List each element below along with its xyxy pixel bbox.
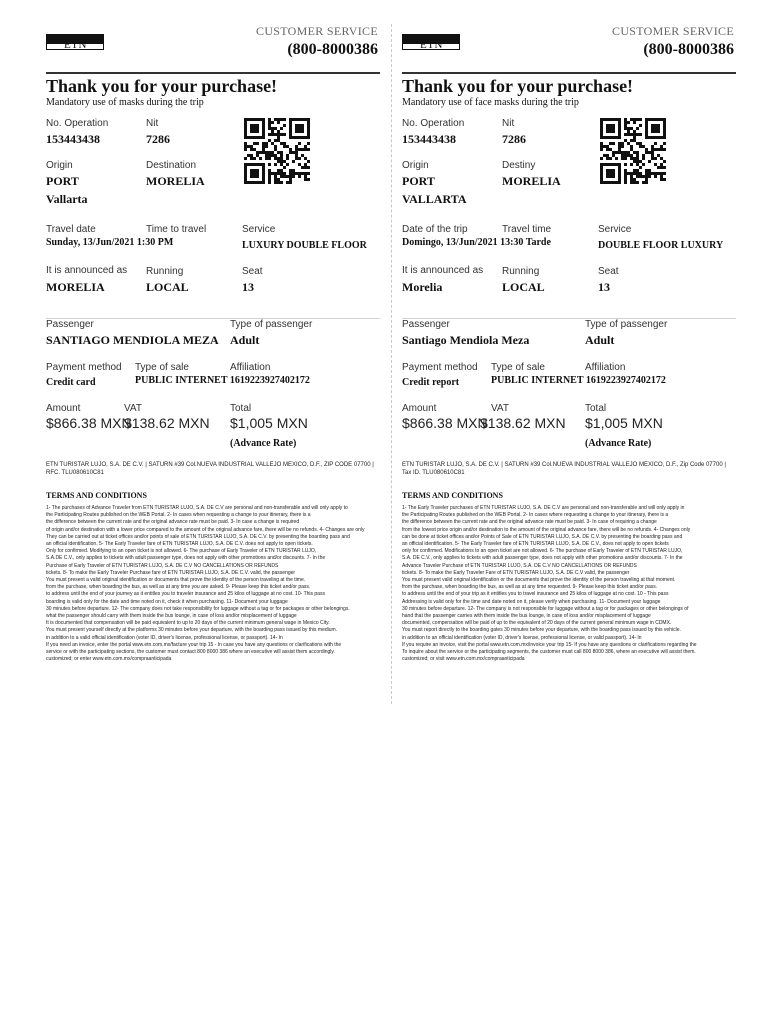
ticket-english <box>46 0 384 720</box>
header-rule <box>402 72 736 74</box>
vat-label: VAT <box>491 403 509 414</box>
operation-label: No. Operation <box>46 118 109 129</box>
affiliation-label: Affiliation <box>585 362 626 373</box>
terms-line: 30 minutes before departure. 12- The company is not responsible for luggage without a tag or for packages or other belongings of <box>402 605 689 612</box>
terms-line: the Participating Routes published on the WEB Portal. 2- In cases when requesting a change to your itinerary, there is a <box>46 512 311 519</box>
terms-line: Only for confirmed. Modifying to an open ticket is not allowed. 6- The purchase of Early Traveler of ETN TURISTAR LUJO, <box>46 548 317 555</box>
terms-line: the Participating Routes published on the WEB Portal. 2- In cases where requesting a change to your itinerary, there is a <box>402 512 669 519</box>
passenger-type-label: Type of passenger <box>585 319 668 330</box>
terms-line: tickets. 8- To make the Early Traveler Purchase fare of ETN TURISTAR LUJO, S.A. DE C.V. valid, the passenger <box>46 569 296 576</box>
running-label: Running <box>502 266 540 277</box>
terms-line: They can be carried out at ticket offices and/or points of sale of ETN TURISTAR LUJO, S.A. DE C.V. by presenting the boarding pass and <box>46 533 350 540</box>
terms-line: S.A.DE C.V., only applies to tickets with adult passenger type, does not apply with other promotions and/or discounts. 7- In the <box>46 555 326 562</box>
sale-type-label: Type of sale <box>491 362 545 373</box>
terms-line: You must present a valid original identification or documents that prove the identity of the person traveling at the time. <box>46 577 306 584</box>
origin-value: PORT <box>402 174 435 188</box>
payment-method-label: Payment method <box>46 362 122 373</box>
sale-type-value: PUBLIC INTERNET 1619223927402172 <box>135 375 310 386</box>
sale-type-label: Type of sale <box>135 362 189 373</box>
etn-logo <box>46 34 104 50</box>
terms-line: documented, compensation will be paid of up to the equivalent of 20 days of the current general minimum wage in CDMX. <box>402 620 672 627</box>
terms-line: from the purchase, when boarding the bus, as well as at any time you are asked. 9- Please keep this ticket and/or pass. <box>46 584 311 591</box>
terms-line: Addressing is valid only for the time and date noted on it, please verify when purchasing. 11- Document your luggage <box>402 598 661 605</box>
terms-line: S.A. DE C.V., only applies to tickets with adult passenger type, does not apply with other promotions and/or discounts. 7- In the <box>402 555 683 562</box>
seat-label: Seat <box>242 266 263 277</box>
terms-line: tickets. 8- To make the Early Traveler Fare of ETN TURISTAR LUJO, S.A. DE C.V valid, the passenger <box>402 569 630 576</box>
terms-line: It is documented that compensation will be paid equivalent to up to 20 days of the current minimum general wage in Mexico City. <box>46 620 330 627</box>
section-divider <box>46 318 380 319</box>
terms-line: You must present valid original identification or the documents that prove the identity of the person traveling at that moment. <box>402 577 676 584</box>
payment-method-value: Credit card <box>46 377 96 388</box>
terms-line: You must present yourself directly at the platforms 30 minutes before your departure, with the boarding pass issued by this medium. <box>46 627 338 634</box>
section-divider <box>402 318 736 319</box>
terms-line: an official identification. 5- The Early Traveler fare of ETN TURISTAR LUJO, S.A. DE C.V., does not apply to open tickets <box>402 541 669 548</box>
terms-line: boarding is valid only for the date and time noted on it, check it when purchasing. 11- Document your luggage <box>46 598 288 605</box>
passenger-type-label: Type of passenger <box>230 319 313 330</box>
vat-value: $138.62 MXN <box>480 415 566 431</box>
terms-line: You must report directly to the boarding gates 30 minutes before your departure, with the boarding pass issued by this vehicle. <box>402 627 681 634</box>
terms-line: Purchase of Early Traveler of ETN TURISTAR LUJO, S.A. DE C.V NO CANCELLATIONS OR REFUNDS <box>46 562 279 569</box>
origin-label: Origin <box>46 160 73 171</box>
terms-line: to address until the end of your journey as it entitles you to traveler insurance and 25 kilos of luggage at no cost. 10- This pass <box>46 591 325 598</box>
nit-value: 7286 <box>146 132 170 146</box>
running-value: LOCAL <box>502 280 545 294</box>
running-value: LOCAL <box>146 280 189 294</box>
affiliation-label: Affiliation <box>230 362 271 373</box>
terms-line: in addition to an official identification (voter ID, driver's license, professional license, or valid passport). 14- In <box>402 634 642 641</box>
travel-date-value: Sunday, 13/Jun/2021 1:30 PM <box>46 237 174 248</box>
terms-line: from the purchase, when boarding the bus, as well as at any time requested. 9- Please keep this ticket and/or pass. <box>402 584 658 591</box>
travel-date-value: Domingo, 13/Jun/2021 13:30 Tarde <box>402 237 551 248</box>
terms-line: Advance Traveler Purchase of ETN TURISTAR LUJO, S.A. DE C.V NO CANCELLATIONS OR REFUNDS <box>402 562 637 569</box>
terms-line: If you require an invoice, visit the portal www.etn.com.mx/invoice your trip 15- If you have any questions or clarifications regarding the <box>402 641 697 648</box>
nit-label: Nit <box>146 118 159 129</box>
company-info: ETN TURISTAR LUJO, S.A. DE C.V. | SATURN #39 Col.NUEVA INDUSTRIAL VALLEJO MEXICO, D.F., ZIP CODE 07700 | RFC. TLU080610C81 <box>46 462 374 476</box>
terms-line: hand that the passenger carries with them inside the bus lounge, in case of loss and/or misplacement of luggage <box>402 613 651 620</box>
announced-value: MORELIA <box>46 280 105 294</box>
service-label: Service <box>598 224 632 235</box>
terms-line: can be done at ticket offices and/or Points of Sale of ETN TURISTAR LUJO, S.A. DE C.V. by presenting the boarding pass and <box>402 533 683 540</box>
passenger-label: Passenger <box>46 319 94 330</box>
announced-label: It is announced as <box>46 265 128 276</box>
nit-label: Nit <box>502 118 515 129</box>
terms-line: only for confirmed. Modifications to an open ticket are not allowed. 6- The purchase of Early Traveler of ETN TURISTAR LUJO, <box>402 548 683 555</box>
seat-value: 13 <box>242 280 254 294</box>
terms-line: customized; or visit www.etn.com.mx/compraanticipada <box>402 656 525 663</box>
advance-rate-note: (Advance Rate) <box>585 438 652 449</box>
operation-value: 153443438 <box>402 132 456 146</box>
origin-label: Origin <box>402 160 429 171</box>
mask-notice: Mandatory use of masks during the trip <box>46 97 204 108</box>
travel-time-label: Travel time <box>502 224 552 235</box>
operation-value: 153443438 <box>46 132 100 146</box>
page-title: Thank you for your purchase! <box>46 76 278 96</box>
terms-heading: TERMS AND CONDITIONS <box>46 491 147 500</box>
terms-line: service or with the participating sections, the customer must contact 800 8000 386 where an executive will assist them accordingly. <box>46 649 335 656</box>
terms-heading: TERMS AND CONDITIONS <box>402 491 503 500</box>
payment-method-label: Payment method <box>402 362 478 373</box>
payment-method-value: Credit report <box>402 377 460 388</box>
advance-rate-note: (Advance Rate) <box>230 438 297 449</box>
sale-type-value: PUBLIC INTERNET 1619223927402172 <box>491 375 666 386</box>
seat-value: 13 <box>598 280 610 294</box>
announced-value: Morelia <box>402 280 443 294</box>
mask-notice: Mandatory use of face masks during the trip <box>402 97 579 108</box>
terms-line: in addition to a valid official identification (voter ID, driver's license, professional license, or passport). 14- In <box>46 634 283 641</box>
customer-service-phone[interactable]: (800-8000386 <box>287 41 378 58</box>
terms-line: the difference between the current rate and the original advance rate must be paid. 3- In case of requiring a change <box>402 519 657 526</box>
destination-label: Destiny <box>502 160 536 171</box>
operation-label: No. Operation <box>402 118 465 129</box>
ticket-divider <box>391 24 392 704</box>
travel-time-label: Time to travel <box>146 224 207 235</box>
destination-label: Destination <box>146 160 197 171</box>
terms-line: 1- The purchases of Advance Traveler from ETN TURISTAR LUJO, S.A. DE C.V are personal and non-transferable and will only apply to <box>46 505 348 511</box>
announced-label: It is announced as <box>402 265 484 276</box>
total-label: Total <box>585 403 607 414</box>
ticket-translated <box>402 0 740 720</box>
qr-code <box>600 118 666 184</box>
terms-line: of origin and/or destination with a lower price compared to the amount of the original advance fare, there will be no refunds. 4- Changes are only <box>46 526 365 533</box>
customer-service <box>256 24 378 59</box>
terms-line: To inquire about the service or the participating segments, the customer must call 800 8000 386, where an executive will assist them. <box>402 649 696 656</box>
total-label: Total <box>230 403 252 414</box>
terms-line: If you need an invoice, enter the portal www.etn.com.mx/facture your trip 15 - In case you have any questions or clarifications with the <box>46 641 342 648</box>
customer-service <box>612 24 734 59</box>
amount-label: Amount <box>402 403 437 414</box>
terms-line: 30 minutes before departure. 12- The company does not take responsibility for luggage without a tag or for packages or other belongings. <box>46 605 350 612</box>
travel-date-label: Date of the trip <box>402 224 468 235</box>
page-title: Thank you for your purchase! <box>402 76 634 96</box>
origin-value-line2: VALLARTA <box>402 192 467 206</box>
terms-line: 1- The Early Traveler purchases of ETN TURISTAR LUJO, S.A. DE C.V are personal and non-transferable and will only apply in <box>402 505 685 511</box>
terms-line: customized; or enter www.etn.com.mx/compraanticipada <box>46 656 172 663</box>
customer-service-label: CUSTOMER SERVICE <box>256 24 378 38</box>
travel-date-label: Travel date <box>46 224 96 235</box>
vat-value: $138.62 MXN <box>124 415 210 431</box>
terms-line: what the passenger should carry with them inside the bus lounge, in case of loss and/or misplacement of luggage <box>46 613 297 620</box>
vat-label: VAT <box>124 403 142 414</box>
origin-value: PORT <box>46 174 79 188</box>
total-value: $1,005 MXN <box>230 415 308 431</box>
customer-service-phone[interactable]: (800-8000386 <box>643 41 734 58</box>
service-value: DOUBLE FLOOR LUXURY <box>598 240 724 251</box>
company-info: ETN TURISTAR LUJO, S.A. DE C.V. | SATURN #39 Col.NUEVA INDUSTRIAL VALLEJO MEXICO, D.F., Zip Code 07700 | Tax ID. TLU080610C81 <box>402 462 726 476</box>
service-label: Service <box>242 224 276 235</box>
terms-line: to address until the end of your trip as it entitles you to travel insurance and 25 kilos of luggage at no cost. 10 - This pass <box>402 591 669 598</box>
nit-value: 7286 <box>502 132 526 146</box>
passenger-value: SANTIAGO MENDIOLA MEZA <box>46 333 219 347</box>
terms-body <box>402 505 742 663</box>
amount-value: $866.38 MXN <box>46 415 132 431</box>
logo-text: ETN <box>64 39 87 51</box>
phone-icon: ( <box>643 41 649 58</box>
total-value: $1,005 MXN <box>585 415 663 431</box>
header-rule <box>46 72 380 74</box>
destination-value: MORELIA <box>146 174 205 188</box>
terms-body <box>46 505 386 663</box>
phone-icon: ( <box>287 41 293 58</box>
destination-value: MORELIA <box>502 174 561 188</box>
origin-value-line2: Vallarta <box>46 192 88 206</box>
terms-line: from the lowest price origin and/or destination to the amount of the original advance fare, there will be no refunds. 4- Changes only <box>402 526 691 533</box>
terms-line: the difference between the current rate and the original advance rate must be paid. 3- In case a change is required <box>46 519 300 526</box>
amount-value: $866.38 MXN <box>402 415 488 431</box>
customer-service-label: CUSTOMER SERVICE <box>612 24 734 38</box>
passenger-label: Passenger <box>402 319 450 330</box>
qr-code <box>244 118 310 184</box>
passenger-type-value: Adult <box>230 333 260 347</box>
passenger-type-value: Adult <box>585 333 615 347</box>
logo-text: ETN <box>420 39 443 51</box>
etn-logo <box>402 34 460 50</box>
running-label: Running <box>146 266 184 277</box>
terms-line: an official identification. 5- The Early Traveler fare of ETN TURISTAR LUJO, S.A. DE C.V. does not apply to open tickets. <box>46 541 313 548</box>
amount-label: Amount <box>46 403 81 414</box>
service-value: LUXURY DOUBLE FLOOR <box>242 240 367 251</box>
seat-label: Seat <box>598 266 619 277</box>
passenger-value: Santiago Mendiola Meza <box>402 333 530 347</box>
